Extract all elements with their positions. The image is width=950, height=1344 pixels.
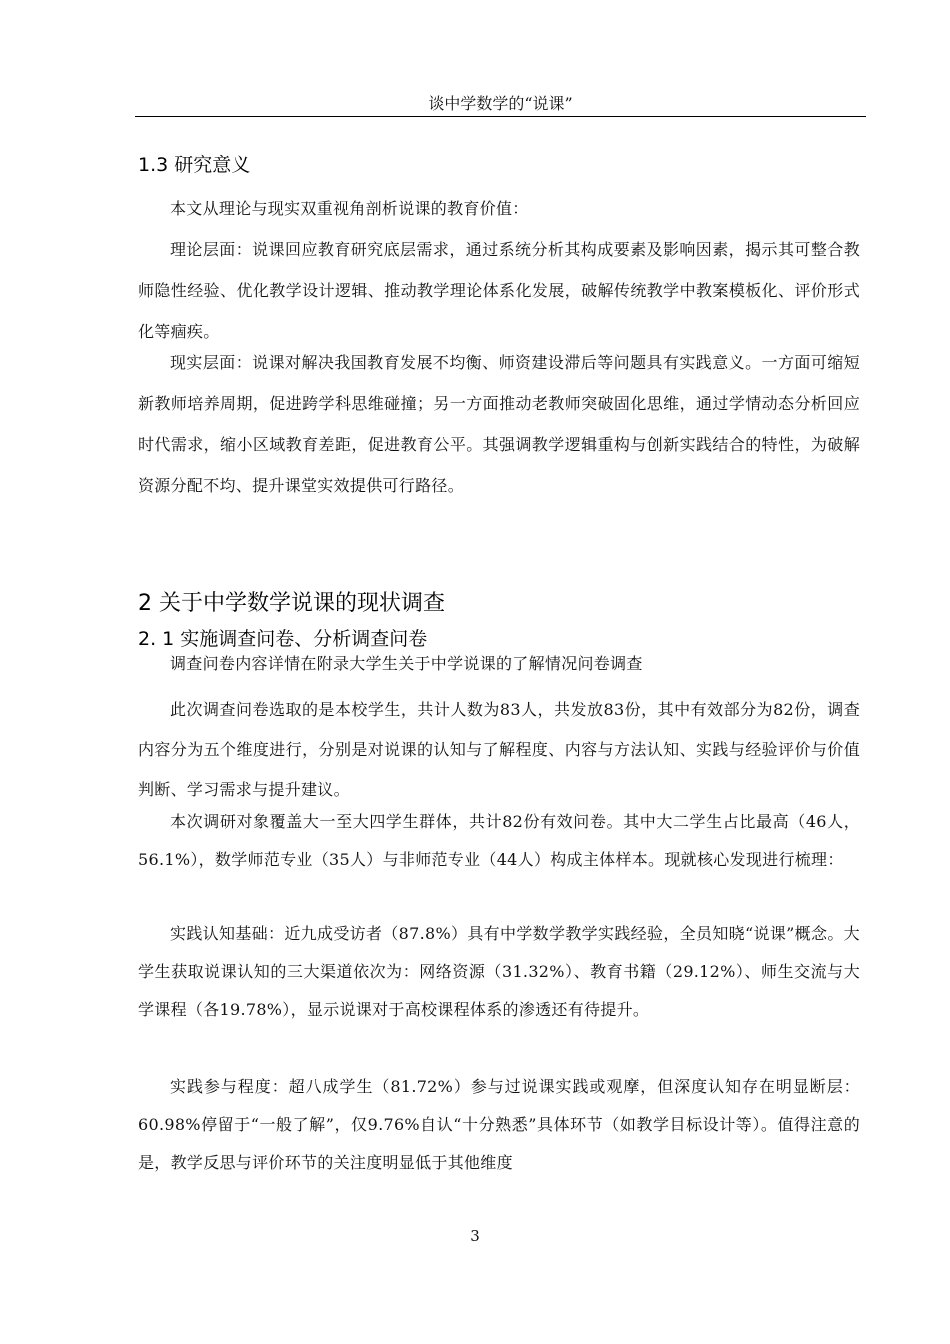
page-number: 3 [470,1227,480,1245]
section-heading-1-3: 1.3 研究意义 [138,154,251,176]
running-header [135,96,866,117]
running-header-title: 谈中学数学的“说课” [428,94,573,113]
paragraph: 现实层面：说课对解决我国教育发展不均衡、师资建设滞后等问题具有实践意义。一方面可缩短新教师培养周期，促进跨学科思维碰撞；另一方面推动老教师突破固化思维，通过学情动态分析回应时代需求，缩小区域教育差距，促进教育公平。其强调教学逻辑重构与创新实践结合的特性，为破解资源分配不均、提升课堂实效提供可行路径。 [138,353,860,495]
paragraph: 实践参与程度：超八成学生（81.72%）参与过说课实践或观摩，但深度认知存在明显断层：60.98%停留于“一般了解”，仅9.76%自认“十分熟悉”具体环节（如教学目标设计等）。值得注意的是，教学反思与评价环节的关注度明显低于其他维度 [138,1077,860,1172]
paragraph: 实践认知基础：近九成受访者（87.8%）具有中学数学教学实践经验，全员知晓“说课”概念。大学生获取说课认知的三大渠道依次为：网络资源（31.32%）、教育书籍（29.12%）、师生交流与大学课程（各19.78%），显示说课对于高校课程体系的渗透还有待提升。 [138,924,860,1019]
paragraph: 此次调查问卷选取的是本校学生，共计人数为83人，共发放83份，其中有效部分为82份，调查内容分为五个维度进行，分别是对说课的认知与了解程度、内容与方法认知、实践与经验评价与价值判断、学习需求与提升建议。 [138,700,860,799]
paragraph: 本次调研对象覆盖大一至大四学生群体，共计82份有效问卷。其中大二学生占比最高（46人，56.1%），数学师范专业（35人）与非师范专业（44人）构成主体样本。现就核心发现进行梳理： [138,812,860,869]
section-heading-2-1: 2. 1 实施调查问卷、分析调查问卷 [138,628,428,650]
paragraph: 理论层面：说课回应教育研究底层需求，通过系统分析其构成要素及影响因素，揭示其可整合教师隐性经验、优化教学设计逻辑、推动教学理论体系化发展，破解传统教学中教案模板化、评价形式化等痼疾。 [138,240,860,341]
chapter-heading-2: 2 关于中学数学说课的现状调查 [138,591,445,616]
paragraph: 本文从理论与现实双重视角剖析说课的教育价值： [170,199,529,218]
paragraph: 调查问卷内容详情在附录大学生关于中学说课的了解情况问卷调查 [170,654,643,673]
